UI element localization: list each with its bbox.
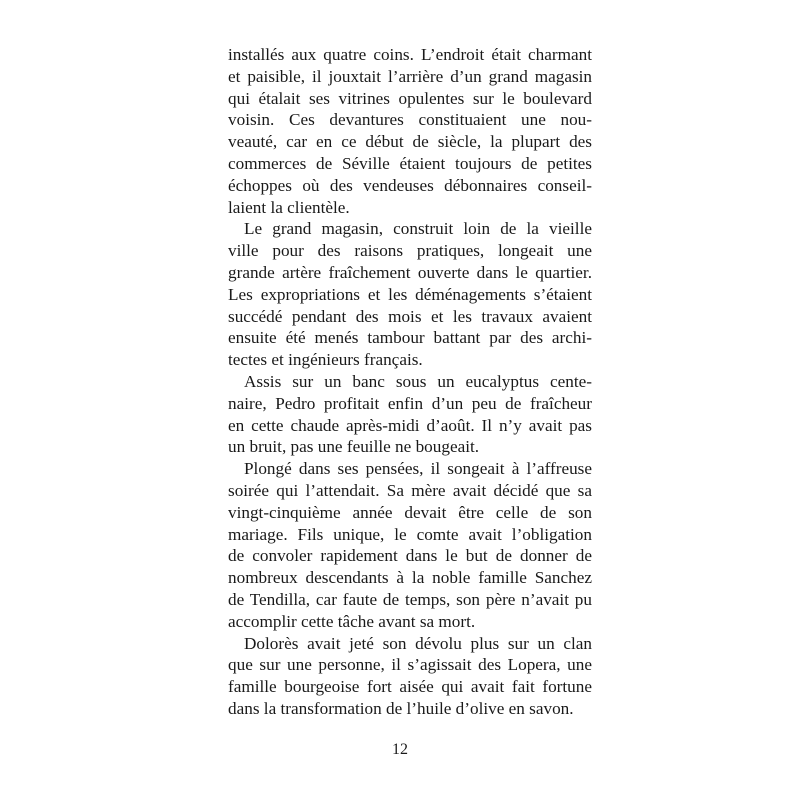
text-line: dans la transformation de l’huile d’olive en savon. (228, 698, 574, 718)
page-number: 12 (392, 741, 408, 758)
text-line: en cette chaude après-midi d’août. Il n’y avait pas (228, 415, 592, 435)
text-line: que sur une personne, il s’agissait des Lopera, une (228, 655, 592, 675)
text-line: voisin. Ces devantures constituaient une nou- (228, 110, 592, 130)
text-line: naire, Pedro profitait enfin d’un peu de fraîcheur (228, 393, 592, 413)
text-line: Le grand magasin, construit loin de la vieille (244, 219, 592, 239)
text-line: échoppes où des vendeuses débonnaires conseil- (228, 175, 592, 195)
text-line: vingt-cinquième année devait être celle de son (228, 502, 592, 522)
text-line: commerces de Séville étaient toujours de petites (228, 153, 592, 173)
text-line: et paisible, il jouxtait l’arrière d’un grand magasin (228, 66, 592, 86)
text-line: soirée qui l’attendait. Sa mère avait décidé que sa (228, 480, 592, 500)
text-line: succédé pendant des mois et les travaux avaient (228, 306, 592, 326)
text-line: tectes et ingénieurs français. (228, 350, 423, 370)
text-line: ensuite été menés tambour battant par des archi- (228, 328, 592, 348)
text-line: Les expropriations et les déménagements s’étaient (228, 284, 592, 304)
text-line: qui étalait ses vitrines opulentes sur le boulevard (228, 88, 592, 108)
text-line: Plongé dans ses pensées, il songeait à l’affreuse (244, 459, 592, 479)
text-line: famille bourgeoise fort aisée qui avait fait fortune (228, 677, 592, 697)
text-line: installés aux quatre coins. L’endroit était charmant (228, 45, 592, 64)
text-line: ville pour des raisons pratiques, longeait une (228, 241, 592, 261)
text-line: de convoler rapidement dans le but de donner de (228, 546, 592, 566)
text-line: de Tendilla, car faute de temps, son père n’avait pu (228, 589, 592, 609)
text-line: grande artère fraîchement ouverte dans le quartier. (228, 262, 592, 282)
text-line: Assis sur un banc sous un eucalyptus cente- (244, 371, 592, 391)
text-line: Dolorès avait jeté son dévolu plus sur un clan (244, 633, 592, 653)
body-text (228, 44, 592, 720)
text-line: veauté, car en ce début de siècle, la plupart des (228, 132, 592, 152)
text-line: nombreux descendants à la noble famille Sanchez (228, 568, 592, 588)
text-line: laient la clientèle. (228, 197, 350, 217)
text-line: un bruit, pas une feuille ne bougeait. (228, 437, 480, 457)
text-line: accomplir cette tâche avant sa mort. (228, 611, 476, 631)
text-line: mariage. Fils unique, le comte avait l’obligation (228, 524, 592, 544)
